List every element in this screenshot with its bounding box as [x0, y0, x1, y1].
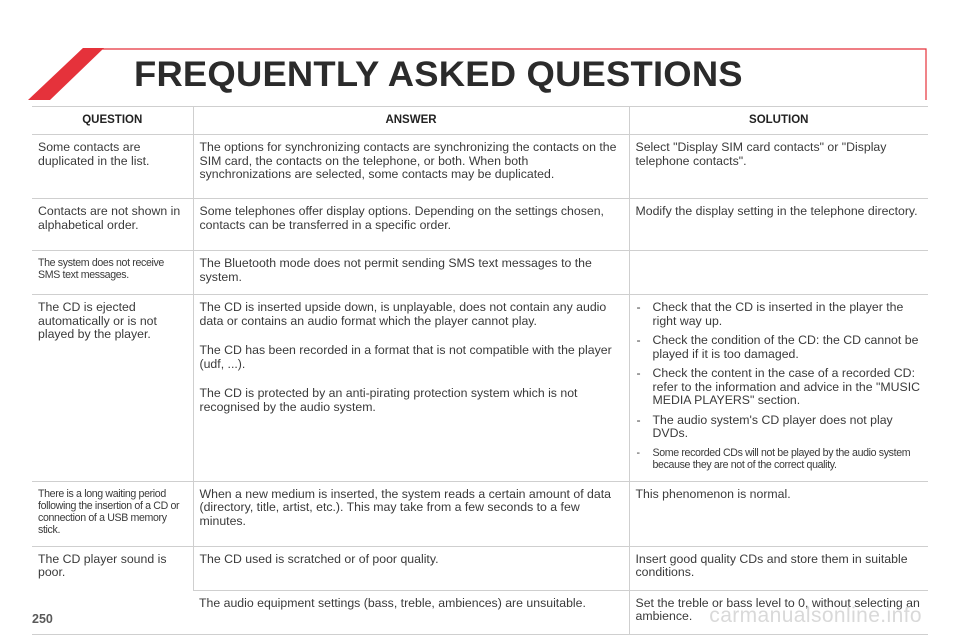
table-row [32, 135, 928, 199]
solution-item: - Check the content in the case of a recorded CD: refer to the information and advice in the "MUSIC MEDIA PLAYERS" section. [636, 367, 923, 408]
column-header-question: QUESTION [32, 107, 193, 135]
solution-cell [629, 251, 928, 295]
solution-cell: Insert good quality CDs and store them in suitable conditions. [629, 546, 928, 590]
solution-cell: Modify the display setting in the telephone directory. [629, 199, 928, 251]
page-number: 250 [32, 612, 53, 626]
solution-list [636, 301, 923, 471]
answer-paragraph: The CD has been recorded in a format that is not compatible with the player (udf, ...). [199, 343, 612, 371]
table-row [32, 251, 928, 295]
solution-cell: Select "Display SIM card contacts" or "Display telephone contacts". [629, 135, 928, 199]
answer-paragraph: The CD is protected by an anti-pirating protection system which is not recognised by the audio system. [199, 386, 578, 414]
answer-cell: Some telephones offer display options. Depending on the settings chosen, contacts can be transferred in a specific order. [193, 199, 629, 251]
solution-item: - Check that the CD is inserted in the player the right way up. [636, 301, 923, 328]
answer-paragraph: The CD is inserted upside down, is unplayable, does not contain any audio data or contains an audio format which the player cannot play. [199, 300, 607, 328]
answer-cell: The options for synchronizing contacts are synchronizing the contacts on the SIM card, the contacts on the telephone, or both. When both synchronizations are selected, some contacts may be duplicated. [193, 135, 629, 199]
answer-cell [193, 295, 629, 482]
question-cell: The CD is ejected automatically or is not played by the player. [32, 295, 193, 482]
answer-cell: When a new medium is inserted, the system reads a certain amount of data (directory, title, artist, etc.). This may take from a few seconds to a few minutes. [193, 481, 629, 546]
question-cell: Some contacts are duplicated in the list. [32, 135, 193, 199]
question-cell: The system does not receive SMS text messages. [32, 251, 193, 295]
question-cell: The CD player sound is poor. [32, 546, 193, 634]
solution-cell [629, 295, 928, 482]
answer-cell: The CD used is scratched or of poor quality. [193, 546, 629, 590]
table-header-row [32, 107, 928, 135]
page-header [0, 0, 960, 100]
table-row [32, 199, 928, 251]
faq-table [32, 106, 928, 635]
page-title: FREQUENTLY ASKED QUESTIONS [134, 55, 743, 94]
solution-cell: This phenomenon is normal. [629, 481, 928, 546]
column-header-solution: SOLUTION [629, 107, 928, 135]
question-cell: There is a long waiting period following the insertion of a CD or connection of a USB memory stick. [32, 481, 193, 546]
column-header-answer: ANSWER [193, 107, 629, 135]
table-row [32, 546, 928, 590]
solution-item: - The audio system's CD player does not play DVDs. [636, 414, 923, 441]
solution-item: - Some recorded CDs will not be played by the audio system because they are not of the correct quality. [636, 447, 923, 471]
answer-cell: The Bluetooth mode does not permit sending SMS text messages to the system. [193, 251, 629, 295]
answer-cell: The audio equipment settings (bass, treble, ambiences) are unsuitable. [193, 590, 629, 634]
watermark: carmanualsonline.info [709, 604, 922, 627]
table-row [32, 481, 928, 546]
table-row [32, 295, 928, 482]
solution-item: - Check the condition of the CD: the CD cannot be played if it is too damaged. [636, 334, 923, 361]
question-cell: Contacts are not shown in alphabetical order. [32, 199, 193, 251]
solution-cell: Set the treble or bass level to 0, without selecting an ambience. [629, 590, 928, 634]
